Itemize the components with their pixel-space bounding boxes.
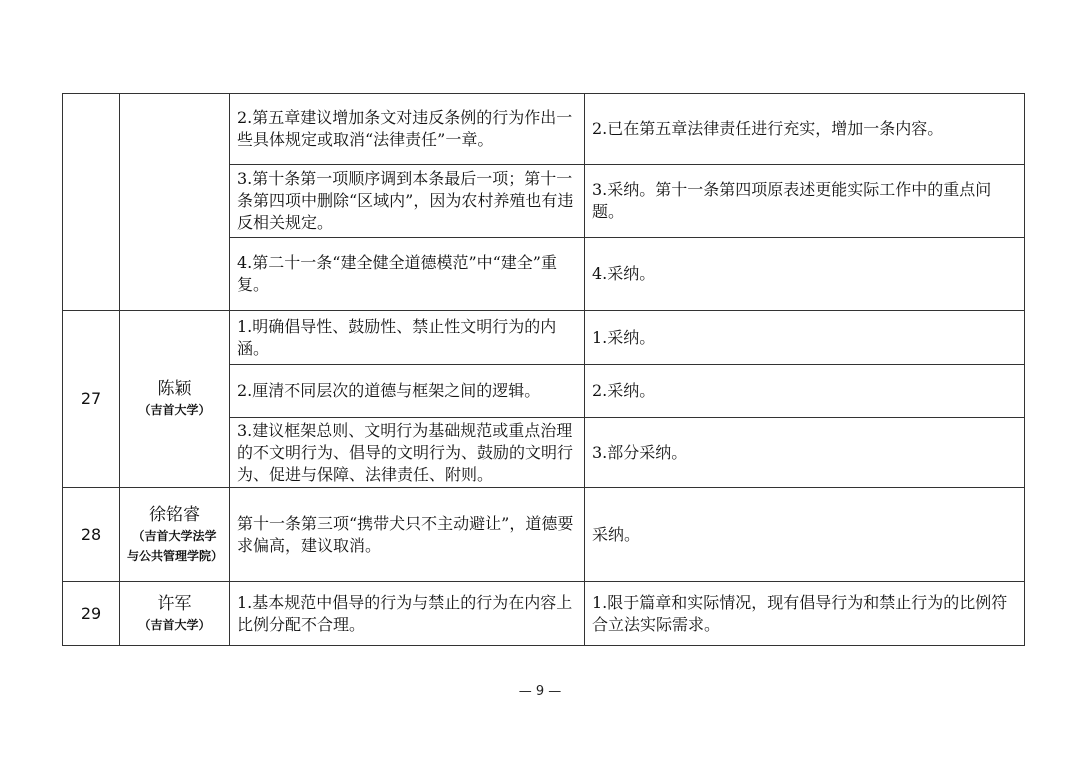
suggestion-cell: 1.明确倡导性、鼓励性、禁止性文明行为的内涵。: [230, 311, 585, 365]
suggestion-cell: 1.基本规范中倡导的行为与禁止的行为在内容上比例分配不合理。: [230, 582, 585, 646]
opinion-table: [62, 93, 1025, 646]
person-cell: [120, 311, 230, 488]
person-name: 陈颖: [157, 379, 192, 399]
person-name: 许军: [157, 593, 192, 614]
table-row: [63, 582, 1025, 646]
person-name: 徐铭睿: [149, 504, 200, 525]
seq-cell: [63, 94, 120, 311]
table-row: [63, 311, 1025, 365]
suggestion-cell: 2.厘清不同层次的道德与框架之间的逻辑。: [230, 365, 585, 418]
person-cell: [120, 94, 230, 311]
response-cell: 3.采纳。第十一条第四项原表述更能实际工作中的重点问题。: [585, 165, 1025, 238]
seq-number: 29: [63, 582, 120, 646]
response-cell: 3.部分采纳。: [585, 418, 1025, 488]
response-cell: 1.限于篇章和实际情况，现有倡导行为和禁止行为的比例符合立法实际需求。: [585, 582, 1025, 646]
seq-number: 27: [63, 311, 120, 488]
response-cell: 2.已在第五章法律责任进行充实，增加一条内容。: [585, 94, 1025, 165]
response-cell: 采纳。: [585, 488, 1025, 582]
table-row: [63, 488, 1025, 582]
response-cell: 2.采纳。: [585, 365, 1025, 418]
suggestion-cell: 第十一条第三项“携带犬只不主动避让”，道德要求偏高，建议取消。: [230, 488, 585, 582]
person-affiliation: （吉首大学）: [138, 617, 211, 632]
person-cell: [120, 488, 230, 582]
response-cell: 1.采纳。: [585, 311, 1025, 365]
page-number: — 9 —: [518, 684, 562, 699]
person-affiliation: （吉首大学）: [138, 403, 211, 417]
suggestion-cell: 3.建议框架总则、文明行为基础规范或重点治理的不文明行为、倡导的文明行为、鼓励的文明行为、促进与保障、法律责任、附则。: [230, 418, 585, 488]
person-affiliation: （吉首大学法学与公共管理学院）: [127, 528, 224, 563]
table-row: [63, 94, 1025, 165]
seq-number: 28: [63, 488, 120, 582]
suggestion-cell: 3.第十条第一项顺序调到本条最后一项；第十一条第四项中删除“区域内”，因为农村养殖也有违反相关规定。: [230, 165, 585, 238]
person-cell: [120, 582, 230, 646]
suggestion-cell: 2.第五章建议增加条文对违反条例的行为作出一些具体规定或取消“法律责任”一章。: [230, 94, 585, 165]
response-cell: 4.采纳。: [585, 238, 1025, 311]
suggestion-cell: 4.第二十一条“建全健全道德模范”中“建全”重复。: [230, 238, 585, 311]
